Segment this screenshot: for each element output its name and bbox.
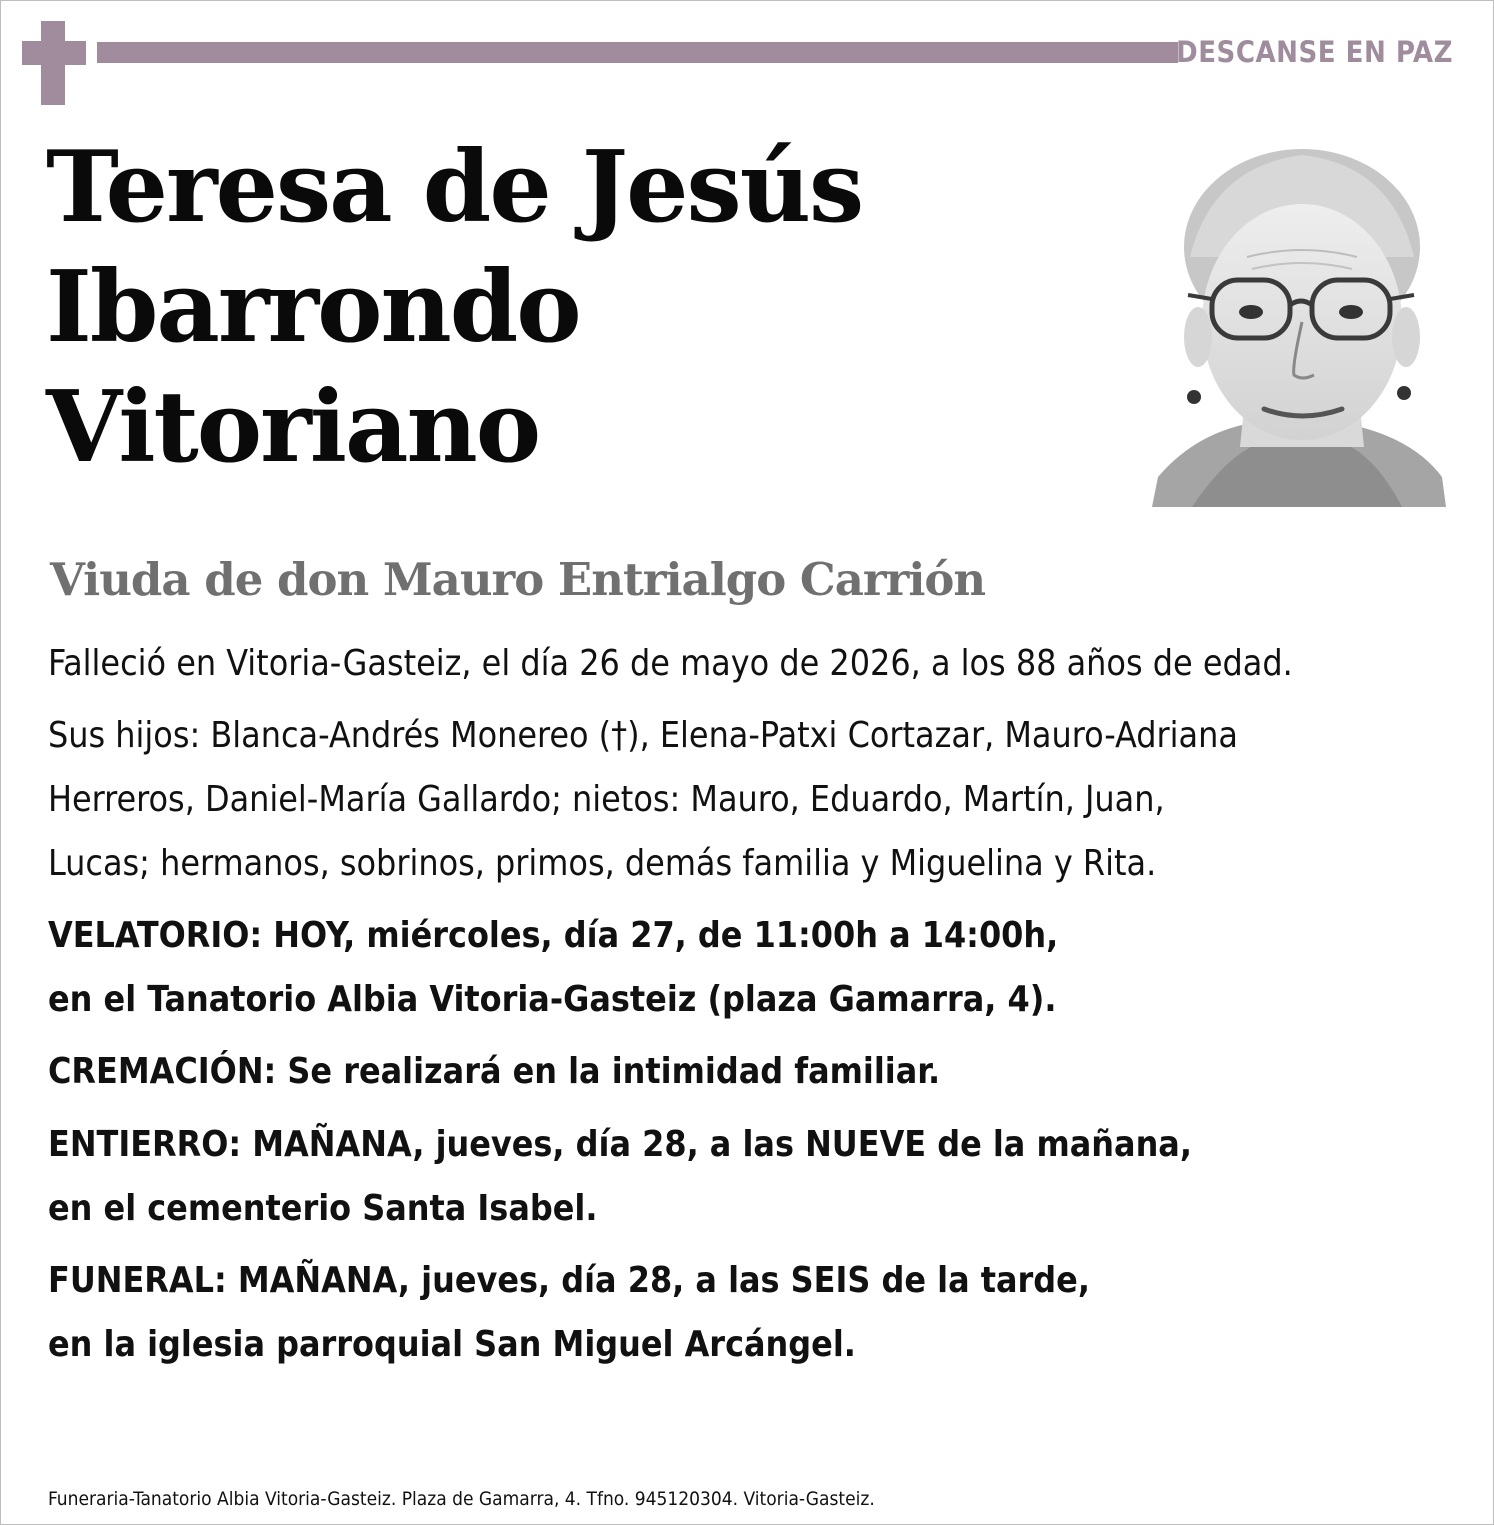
cremacion-line: CREMACIÓN: Se realizará en la intimidad familiar. [48, 1051, 941, 1092]
death-notice-text: Falleció en Vitoria-Gasteiz, el día 26 de mayo de 2026, a los 88 años de edad. [48, 643, 1293, 684]
velatorio-line: en el Tanatorio Albia Vitoria-Gasteiz (plaza Gamarra, 4). [48, 979, 1057, 1020]
deceased-name [46, 128, 1106, 488]
family-line: Herreros, Daniel-María Gallardo; nietos: Mauro, Eduardo, Martín, Juan, [48, 779, 1165, 820]
portrait-photo [1152, 147, 1446, 507]
family-line: Sus hijos: Blanca-Andrés Monereo (†), Elena-Patxi Cortazar, Mauro-Adriana [48, 715, 1238, 756]
funeral-line: en la iglesia parroquial San Miguel Arcángel. [48, 1324, 856, 1365]
family-line: Lucas; hermanos, sobrinos, primos, demás familia y Miguelina y Rita. [48, 843, 1157, 884]
cremacion-paragraph [48, 1040, 1468, 1104]
death-notice [48, 632, 1468, 696]
name-line-3: Vitoriano [46, 370, 540, 485]
widow-subtitle: Viuda de don Mauro Entrialgo Carrión [50, 553, 986, 606]
name-line-1: Teresa de Jesús [46, 130, 863, 245]
cross-icon [22, 21, 86, 105]
header-rule [97, 42, 1178, 63]
entierro-line: en el cementerio Santa Isabel. [48, 1188, 598, 1229]
velatorio-line: VELATORIO: HOY, miércoles, día 27, de 11:00h a 14:00h, [48, 915, 1059, 956]
header-label: DESCANSE EN PAZ [1176, 35, 1453, 69]
family-paragraph [48, 704, 1468, 896]
entierro-paragraph [48, 1113, 1468, 1241]
name-line-2: Ibarrondo [46, 250, 580, 365]
velatorio-paragraph [48, 904, 1468, 1032]
funeral-line: FUNERAL: MAÑANA, jueves, día 28, a las SEIS de la tarde, [48, 1260, 1090, 1301]
funeral-home-footer: Funeraria-Tanatorio Albia Vitoria-Gasteiz. Plaza de Gamarra, 4. Tfno. 945120304. Vitoria-Gasteiz. [48, 1488, 875, 1510]
funeral-paragraph [48, 1249, 1468, 1377]
entierro-line: ENTIERRO: MAÑANA, jueves, día 28, a las NUEVE de la mañana, [48, 1124, 1192, 1165]
